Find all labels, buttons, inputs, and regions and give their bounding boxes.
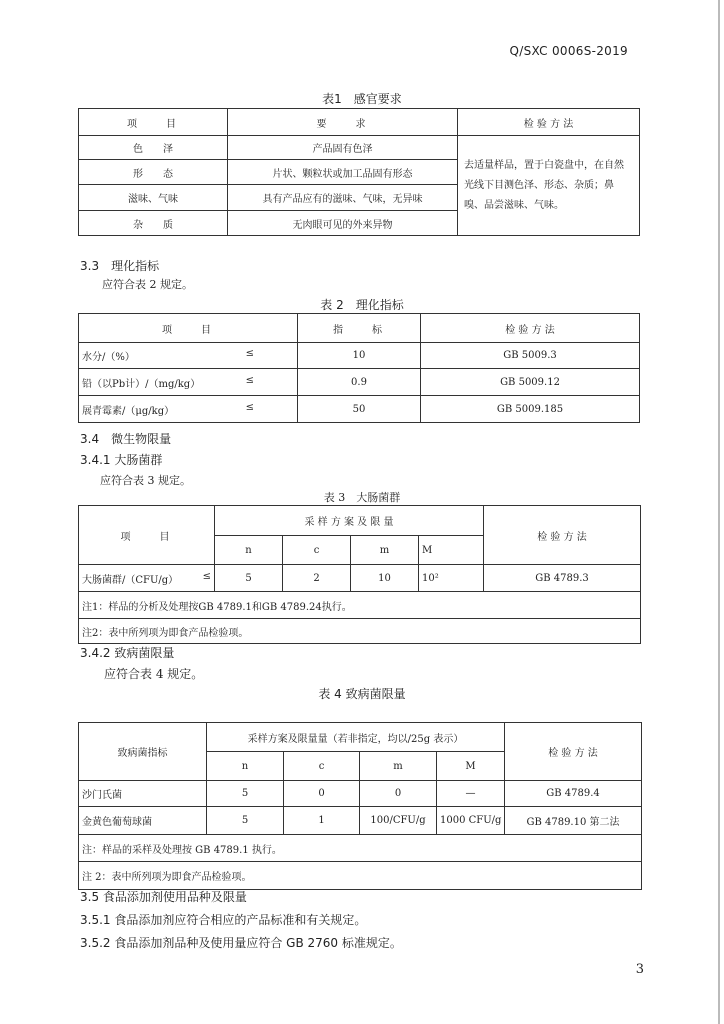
- table2-physchem: [78, 313, 640, 423]
- t1-row-req: 产品固有色泽: [228, 136, 458, 160]
- scan-edge: [718, 0, 720, 1024]
- table4-caption: 表 4 致病菌限量: [318, 687, 406, 701]
- section-3-5-1-text: 3.5.1 食品添加剂应符合相应的产品标准和有关规定。: [80, 913, 367, 927]
- t3-header-item: 项 目: [79, 506, 215, 565]
- section-3-4-2-text: 应符合表 4 规定。: [104, 667, 204, 681]
- t4-row-item: 金黄色葡萄球菌: [79, 807, 207, 835]
- section-3-4-2-title: 3.4.2 致病菌限量: [80, 646, 175, 660]
- table2-caption: 表 2 理化指标: [320, 298, 404, 312]
- section-3-4-1-text: 应符合表 3 规定。: [100, 474, 191, 487]
- t3-note-2: 注2：表中所列项为即食产品检验项。: [79, 619, 641, 644]
- t3-row-item: 大肠菌群/（CFU/g） ≤: [79, 565, 215, 592]
- t1-header-req: 要 求: [228, 109, 458, 136]
- t1-header-item: 项 目: [79, 109, 228, 136]
- t2-row-value: 0.9: [298, 369, 421, 396]
- t2-header-item: 项 目: [79, 314, 298, 343]
- t4-row-item: 沙门氏菌: [79, 781, 207, 807]
- section-3-3-title: 3.3 理化指标: [80, 259, 160, 273]
- standard-code: Q/SXC 0006S-2019: [509, 44, 628, 58]
- table1-sensory: [78, 108, 640, 236]
- t4-sub-n: n: [207, 752, 284, 781]
- table4-pathogens: [78, 722, 642, 890]
- t3-note-1: 注1：样品的分析及处理按GB 4789.1和GB 4789.24执行。: [79, 592, 641, 619]
- page-number: 3: [635, 962, 644, 977]
- section-3-5-2-text: 3.5.2 食品添加剂品种及使用量应符合 GB 2760 标准规定。: [80, 936, 402, 950]
- t2-row-item: 水分/（%） ≤: [79, 343, 298, 369]
- table3-coliforms: [78, 505, 641, 644]
- t3-header-method: 检 验 方 法: [484, 506, 641, 565]
- t2-header-value: 指 标: [298, 314, 421, 343]
- table1-caption: 表1 感官要求: [322, 92, 402, 106]
- section-3-4-1-title: 3.4.1 大肠菌群: [80, 453, 163, 467]
- t1-row-req: 具有产品应有的滋味、气味，无异味: [228, 185, 458, 211]
- t3-row-M: 10²: [419, 565, 484, 592]
- t4-sub-m: m: [360, 752, 437, 781]
- t4-row-method: GB 4789.10 第二法: [505, 807, 642, 835]
- table3-caption: 表 3 大肠菌群: [323, 491, 401, 504]
- t3-row-n: 5: [215, 565, 283, 592]
- t2-row-method: GB 5009.185: [421, 396, 640, 423]
- t4-sub-M: M: [437, 752, 505, 781]
- t2-row-item: 展青霉素/（μg/kg） ≤: [79, 396, 298, 423]
- t4-row-n: 5: [207, 807, 284, 835]
- t1-row-item: 杂 质: [79, 211, 228, 236]
- t2-header-method: 检 验 方 法: [421, 314, 640, 343]
- t1-row-item: 色 泽: [79, 136, 228, 160]
- t3-sub-M: M: [419, 536, 484, 565]
- t4-row-m: 0: [360, 781, 437, 807]
- t4-header-item: 致病菌指标: [79, 723, 207, 781]
- t4-header-method: 检 验 方 法: [505, 723, 642, 781]
- t4-row-n: 5: [207, 781, 284, 807]
- t3-row-m: 10: [351, 565, 419, 592]
- section-3-5-title: 3.5 食品添加剂使用品种及限量: [80, 890, 247, 904]
- t3-header-plan: 采 样 方 案 及 限 量: [215, 506, 484, 536]
- t2-row-method: GB 5009.3: [421, 343, 640, 369]
- t4-note-1: 注：样品的采样及处理按 GB 4789.1 执行。: [79, 835, 642, 862]
- t4-note-2: 注 2：表中所列项为即食产品检验项。: [79, 862, 642, 890]
- t2-row-method: GB 5009.12: [421, 369, 640, 396]
- t1-row-req: 片状、颗粒状或加工品固有形态: [228, 160, 458, 185]
- t2-row-item: 铅（以Pb计）/（mg/kg） ≤: [79, 369, 298, 396]
- t4-sub-c: c: [284, 752, 360, 781]
- t4-row-c: 0: [284, 781, 360, 807]
- t3-sub-m: m: [351, 536, 419, 565]
- t1-row-item: 滋味、气味: [79, 185, 228, 211]
- t1-row-item: 形 态: [79, 160, 228, 185]
- t4-row-c: 1: [284, 807, 360, 835]
- t4-row-M: —: [437, 781, 505, 807]
- t1-method-text: 去适量样品，置于白瓷盘中，在自然光线下目测色泽、形态、杂质；鼻嗅、品尝滋味、气味。: [458, 136, 640, 236]
- t2-row-value: 50: [298, 396, 421, 423]
- t4-header-plan: 采样方案及限量量（若非指定，均以/25g 表示）: [207, 723, 505, 752]
- t3-sub-n: n: [215, 536, 283, 565]
- t4-row-method: GB 4789.4: [505, 781, 642, 807]
- t4-row-m: 100/CFU/g: [360, 807, 437, 835]
- t2-row-value: 10: [298, 343, 421, 369]
- section-3-3-text: 应符合表 2 规定。: [102, 278, 193, 291]
- t3-sub-c: c: [283, 536, 351, 565]
- t4-row-M: 1000 CFU/g: [437, 807, 505, 835]
- t3-row-c: 2: [283, 565, 351, 592]
- t1-row-req: 无肉眼可见的外来异物: [228, 211, 458, 236]
- t1-header-method: 检 验 方 法: [458, 109, 640, 136]
- section-3-4-title: 3.4 微生物限量: [80, 432, 172, 446]
- t3-row-method: GB 4789.3: [484, 565, 641, 592]
